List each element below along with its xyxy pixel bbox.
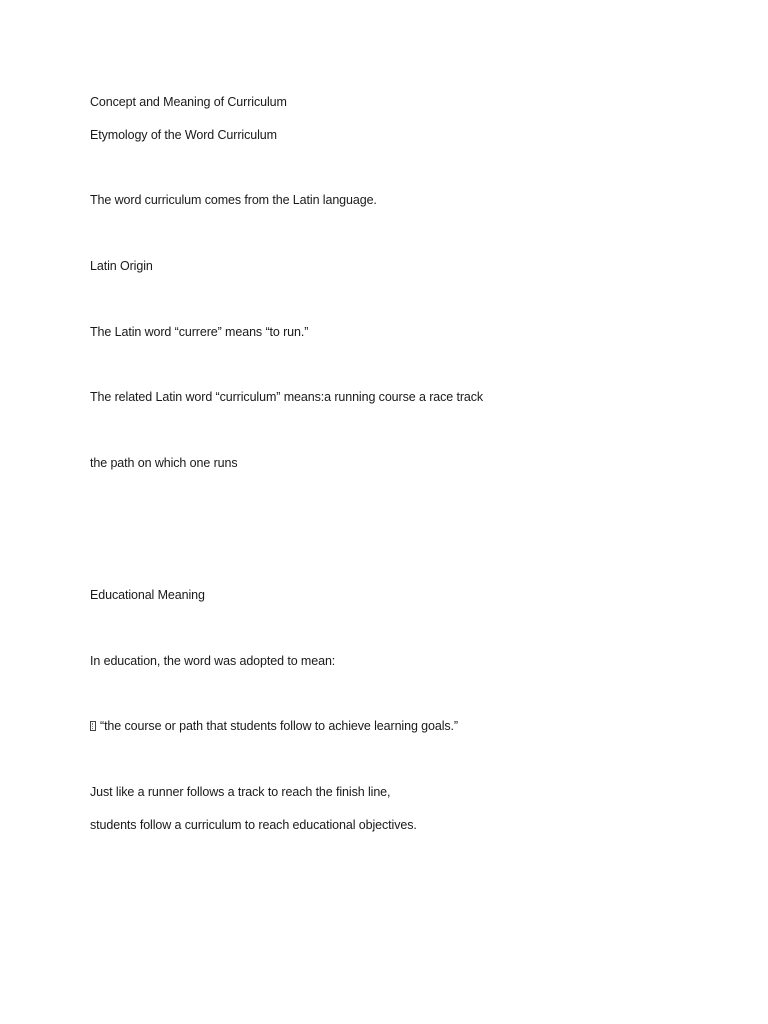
paragraph-students: students follow a curriculum to reach educational objectives. bbox=[90, 818, 417, 832]
paragraph-adopted: In education, the word was adopted to mean: bbox=[90, 654, 336, 668]
quote-definition: “the course or path that students follow to achieve learning goals.” bbox=[100, 719, 458, 733]
paragraph-origin: The word curriculum comes from the Latin language. bbox=[90, 193, 377, 207]
heading-latin-origin: Latin Origin bbox=[90, 259, 153, 273]
paragraph-currere: The Latin word “currere” means “to run.” bbox=[90, 325, 309, 339]
heading-educational-meaning: Educational Meaning bbox=[90, 588, 205, 602]
document-title: Concept and Meaning of Curriculum bbox=[90, 95, 287, 109]
missing-glyph-icon bbox=[90, 721, 96, 731]
paragraph-path: the path on which one runs bbox=[90, 456, 238, 470]
document-subtitle: Etymology of the Word Curriculum bbox=[90, 128, 277, 142]
quote-definition-line bbox=[90, 718, 458, 734]
paragraph-related-word: The related Latin word “curriculum” means:a running course a race track bbox=[90, 390, 484, 404]
paragraph-runner: Just like a runner follows a track to reach the finish line, bbox=[90, 785, 391, 799]
